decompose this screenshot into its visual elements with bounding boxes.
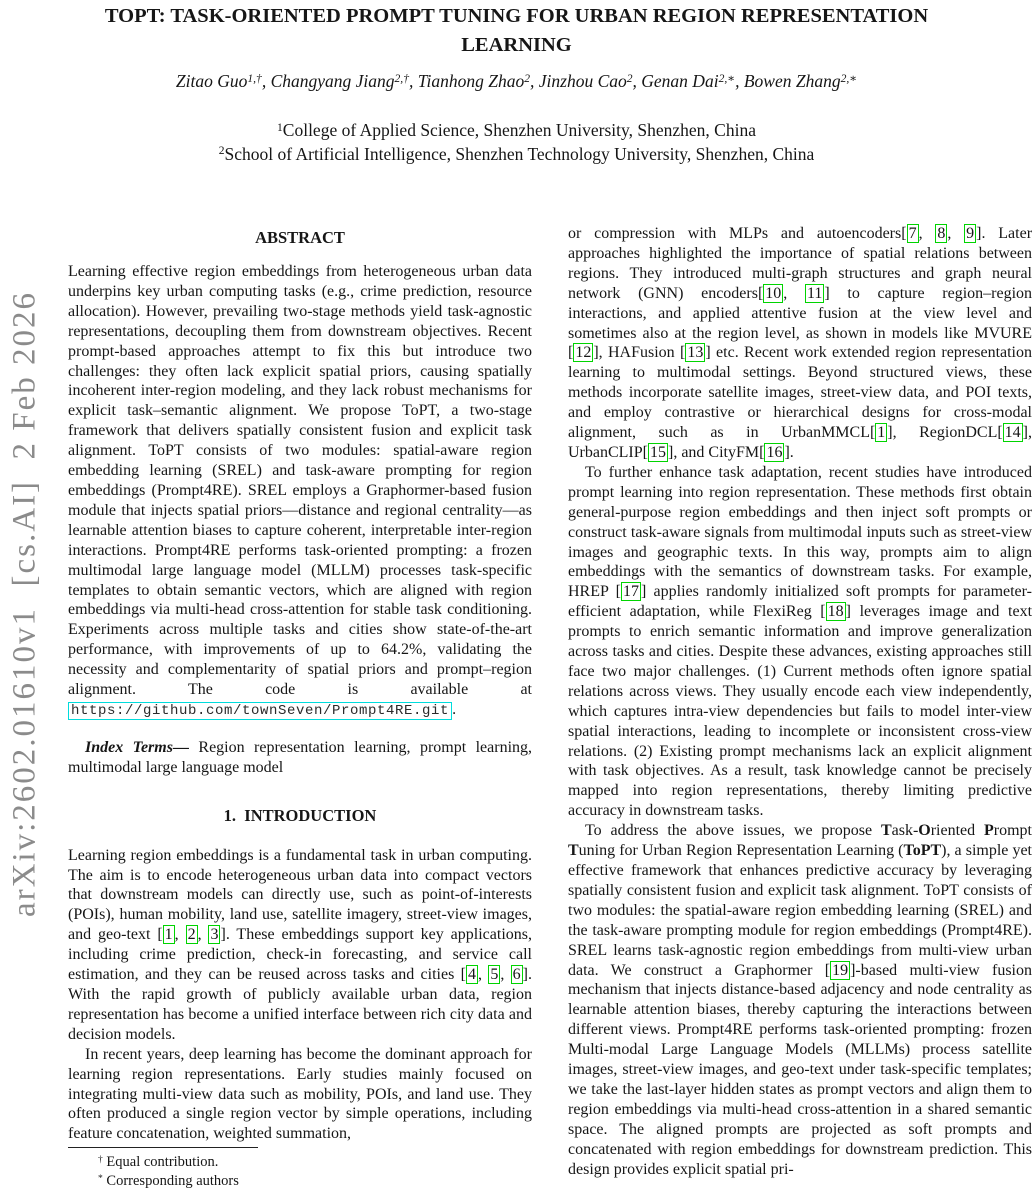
author-affiliation-mark: 2 xyxy=(524,72,530,85)
citation-ref[interactable]: 3 xyxy=(210,926,219,944)
author-name: Tianhong Zhao$^2$ xyxy=(417,71,530,91)
right-paragraph-1: or compression with MLPs and autoencoders[ 7 , 8 , 9 ]. Later approaches highlighted the importance of spatial relations between regions. They introduced multi-graph structures and graph neural network (GNN) encoders[ 10 , 11 ] to capture region–region interactions, and applied attentive fusion at the view level and sometimes also at the region level, as shown in models like MVURE [ 12 ], HAFusion [ 13 ] etc. Recent work extended region representation learning to multimodal settings. Beyond structured views, these methods incorporate satellite images, street-view data, and POI texts, and employ contrastive or hierarchical designs for cross-modal alignment, such as in UrbanMMCL[ 1 ], RegionDCL[ 14 ], UrbanCLIP[ 15 ], and CityFM[ 16 ]. xyxy=(568,225,1033,461)
title-line-2: LEARNING xyxy=(461,33,572,56)
paper-title xyxy=(0,2,1033,59)
authors-line: Zitao Guo$^{1,\dagger}$, Changyang Jiang$^{2,\dagger}$, Tianhong Zhao$^2$, Jinzhou Cao$^2$, Genan Dai$^{2,∗}$, Bowen Zhang$^{2,∗}$ xyxy=(175,71,858,91)
author-affiliation-mark: 1,† xyxy=(247,72,262,85)
index-terms-label: Index Terms— xyxy=(85,738,189,756)
right-paragraph-3: To address the above issues, we propose Task-Oriented Prompt Tuning for Urban Region Representation Learning (ToPT), a simple yet effective framework that enhances predictive accuracy by leveraging spatially consistent fusion and explicit task alignment. ToPT consists of two modules: the spatial-aware region embedding learning (SREL) and the task-aware prompting module for region embeddings (Prompt4RE). SREL learns task-agnostic region embeddings from multi-view urban data. We construct a Graphormer [ 19 ]-based multi-view fusion mechanism that injects distance-based adjacency and node centrality as learnable attention biases, thereby capturing the interactions between different views. Prompt4RE performs task-oriented prompting: frozen Multi-modal Large Language Models (MLLMs) process satellite images, street-view images, and geo-text under task-specific templates; we take the last-layer hidden states as prompt vectors and align them to region embeddings via multi-head cross-attention in a shared semantic space. The aligned prompts are projected as soft prompts and concatenated with region embeddings for downstream prediction. This design provides explicit spatial pri- xyxy=(568,822,1033,1178)
footnote-rule xyxy=(68,1147,258,1148)
citation-ref[interactable]: 5 xyxy=(490,966,499,984)
footnote-corresponding-authors: * Corresponding authors xyxy=(98,1172,239,1189)
citation-ref[interactable]: 17 xyxy=(622,583,639,601)
citation-ref[interactable]: 6 xyxy=(512,966,521,984)
right-paragraph-2: To further enhance task adaptation, recent studies have introduced prompt learning into region representation. These methods first obtain general-purpose region embeddings and then inject soft prompts or construct task-aware signals from multimodal inputs such as street-view images and geographic texts. In this way, prompts aim to align embeddings with the semantics of downstream tasks. For example, HREP [ 17 ] applies randomly initialized soft prompts for parameter-efficient adaptation, while FlexiReg [ 18 ] leverages image and text prompts to enrich semantic information and improve generalization across tasks and cities. Despite these advances, existing approaches still face two major challenges. (1) Current methods often ignore spatial relations across views. They usually encode each view independently, which captures intra-view dependencies but fails to model inter-view spatial interactions, leading to incomplete or inconsistent cross-view relations. (2) Existing prompt mechanisms lack an explicit alignment with task objectives. As a result, task knowledge cannot be precisely mapped into region representations, thereby limiting predictive accuracy in downstream tasks. xyxy=(568,463,1033,820)
title-line-1: TOPT: TASK-ORIENTED PROMPT TUNING FOR URBAN REGION REPRESENTATION xyxy=(104,5,929,27)
affiliation-1: $^1$College of Applied Science, Shenzhen University, Shenzhen, China xyxy=(277,120,756,140)
abstract-heading: ABSTRACT xyxy=(255,228,345,247)
citation-ref[interactable]: 19 xyxy=(832,961,849,979)
citation-ref[interactable]: 14 xyxy=(1004,424,1021,442)
author-affiliation-mark: 2,† xyxy=(394,72,409,85)
citation-ref[interactable]: 8 xyxy=(937,225,946,242)
citation-ref[interactable]: 16 xyxy=(766,443,783,461)
left-column xyxy=(68,228,532,1144)
citation-ref[interactable]: 4 xyxy=(467,966,476,984)
affiliations-block xyxy=(0,119,1033,166)
index-terms xyxy=(68,738,532,778)
code-repository-link[interactable]: https://github.com/townSeven/Prompt4RE.git xyxy=(68,702,452,720)
footnote-block xyxy=(68,1147,532,1191)
index-terms-text: Region representation learning, prompt learning, multimodal large language model xyxy=(68,738,533,776)
citation-ref[interactable]: 10 xyxy=(765,284,782,302)
citation-ref[interactable]: 11 xyxy=(806,284,823,302)
citation-ref[interactable]: 1 xyxy=(877,424,886,442)
abstract-text: Learning effective region embeddings from heterogeneous urban data underpins key urban computing tasks (e.g., crime prediction, resource allocation). However, prevailing two-stage methods yield task-agnostic representations, decoupling them from downstream objectives. Recent prompt-based approaches attempt to fix this but introduce two challenges: they often lack explicit spatial priors, causing spatially incoherent inter-region modeling, and they lack robust mechanisms for explicit task–semantic alignment. We propose ToPT, a two-stage framework that delivers spatially consistent fusion and explicit task alignment. ToPT consists of two modules: spatial-aware region embedding learning (SREL) and task-aware prompting for region embeddings (Prompt4RE). SREL employs a Graphormer-based fusion module that injects spatial priors—distance and regional centrality—as learnable attention biases to capture coherent, interpretable inter-region interactions. Prompt4RE performs task-oriented prompting: a frozen multimodal large language model (MLLM) processes task-specific templates to obtain semantic vectors, which are aligned with region embeddings via multi-head cross-attention for stable task conditioning. Experiments across multiple tasks and cities show state-of-the-art performance, with improvements of up to 64.2%, validating the necessity and complementarity of spatial priors and prompt–region alignment. The code is available at https://github.com/townSeven/Prompt4RE.git . xyxy=(68,263,532,719)
citation-ref[interactable]: 2 xyxy=(187,926,196,944)
intro-paragraph-1: Learning region embeddings is a fundamental task in urban computing. The aim is to encode heterogeneous urban data into compact vectors that downstream models can directly use, such as point-of-interests (POIs), human mobility, land use, satellite imagery, street-view images, and geo-text [ 1 , 2 , 3 ]. These embeddings support key applications, including crime prediction, check-in forecasting, and service call estimation, and they can be reused across tasks and cities [ 4 , 5 , 6 ]. With the rapid growth of publicly available urban data, region representation has become a unified interface between rich city data and decision models. xyxy=(68,846,532,1043)
author-affiliation-mark: 2,∗ xyxy=(840,72,858,85)
affiliation-2: $^2$School of Artificial Intelligence, Shenzhen Technology University, Shenzhen, China xyxy=(218,143,815,164)
author-name: Zitao Guo$^{1,\dagger}$ xyxy=(175,71,262,91)
citation-ref[interactable]: 13 xyxy=(687,344,704,362)
introduction-heading: 1. INTRODUCTION xyxy=(223,805,377,825)
author-affiliation-mark: 2,∗ xyxy=(718,72,736,85)
author-name: Jinzhou Cao$^2$ xyxy=(538,71,633,91)
author-name: Changyang Jiang$^{2,\dagger}$ xyxy=(270,71,409,91)
author-name: Genan Dai$^{2,∗}$ xyxy=(641,71,736,91)
footnote-equal-contribution: † Equal contribution. xyxy=(98,1153,219,1170)
citation-ref[interactable]: 9 xyxy=(966,225,975,242)
citation-ref[interactable]: 12 xyxy=(575,344,592,362)
citation-ref[interactable]: 15 xyxy=(649,443,666,461)
citation-ref[interactable]: 1 xyxy=(164,926,173,944)
citation-ref[interactable]: 7 xyxy=(908,225,917,242)
arxiv-watermark: arXiv:2602.01610v1 [cs.AI] 2 Feb 2026 xyxy=(6,290,43,918)
author-affiliation-mark: 2 xyxy=(626,72,633,85)
author-name: Bowen Zhang$^{2,∗}$ xyxy=(743,71,858,91)
intro-paragraph-2: In recent years, deep learning has become the dominant approach for learning region representations. Early studies mainly focused on integrating multi-view data such as mobility, POIs, and land use. They often produced a single region vector by simple operations, including feature concatenation, weighted summation, xyxy=(68,1045,532,1143)
right-column xyxy=(568,224,1032,1180)
citation-ref[interactable]: 18 xyxy=(827,603,844,621)
